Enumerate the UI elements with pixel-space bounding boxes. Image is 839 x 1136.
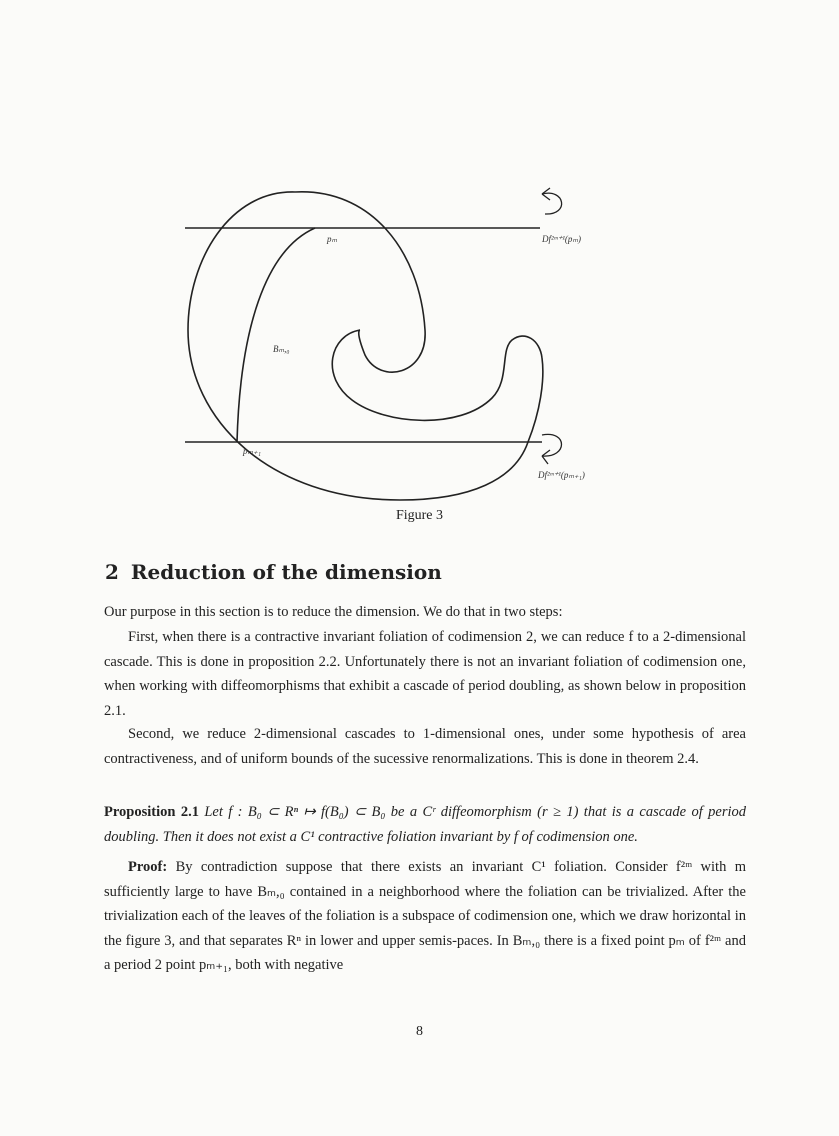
label-pm: pₘ [327, 234, 338, 244]
proof-block [104, 855, 746, 978]
section-number: 2 [105, 560, 119, 584]
inner-arc [237, 228, 315, 442]
section-heading [105, 560, 442, 584]
section-title-text: Reduction of the dimension [130, 560, 442, 584]
lower-arrow-head [542, 450, 550, 464]
label-bm0: Bₘ,₀ [273, 344, 290, 354]
paragraph-intro: Our purpose in this section is to reduce the dimension. We do that in two steps: [104, 604, 563, 620]
label-df-pm: Df²ᵐ⁺¹(pₘ) [542, 234, 582, 244]
outer-curve [188, 192, 543, 500]
proposition-statement: Let f : B₀ ⊂ Rⁿ ↦ f(B₀) ⊂ B₀ be a Cʳ diffeomorphism (r ≥ 1) that is a cascade of period doubling. Then it does not exist a C¹ contractive foliation invariant by f of codimension one. [104, 804, 746, 845]
inner-spiral [295, 192, 425, 372]
lower-return-arrow [542, 434, 562, 456]
label-pm1: pₘ₊₁ [243, 446, 261, 456]
paragraph-second-step: Second, we reduce 2-dimensional cascades to 1-dimensional ones, under some hypothesis of area contractiveness, and of uniform bounds of the sucessive renormalizations. This is done in theorem 2.4. [104, 726, 746, 767]
figure-caption: Figure 3 [395, 508, 444, 523]
proposition-block [104, 800, 746, 849]
figure-3-diagram [170, 180, 650, 510]
proof-text: By contradiction suppose that there exists an invariant C¹ foliation. Consider f²ᵐ with m sufficiently large to have Bₘ,₀ contained in a neighborhood where the foliation can be trivialized. After the trivialization each of the leaves of the foliation is a subspace of codimension one, which we draw horizontal in the figure 3, and that separates Rⁿ in lower and upper semis-paces. In Bₘ,₀ there is a fixed point pₘ of f²ᵐ and a period 2 point pₘ₊₁, both with negative [104, 859, 746, 974]
page-number: 8 [416, 1024, 423, 1039]
proposition-label: Proposition 2.1 [104, 804, 199, 820]
label-df-pm1: Df²ᵐ⁺¹(pₘ₊₁) [538, 470, 585, 480]
proof-label: Proof: [128, 859, 168, 875]
paragraph-first-step: First, when there is a contractive invariant foliation of codimension 2, we can reduce f to a 2-dimensional cascade. This is done in proposition 2.2. Unfortunately there is not an invariant foliation of codimension one, when working with diffeomorphisms that exhibit a cascade of period doubling, as shown below in proposition 2.1. [104, 629, 746, 719]
